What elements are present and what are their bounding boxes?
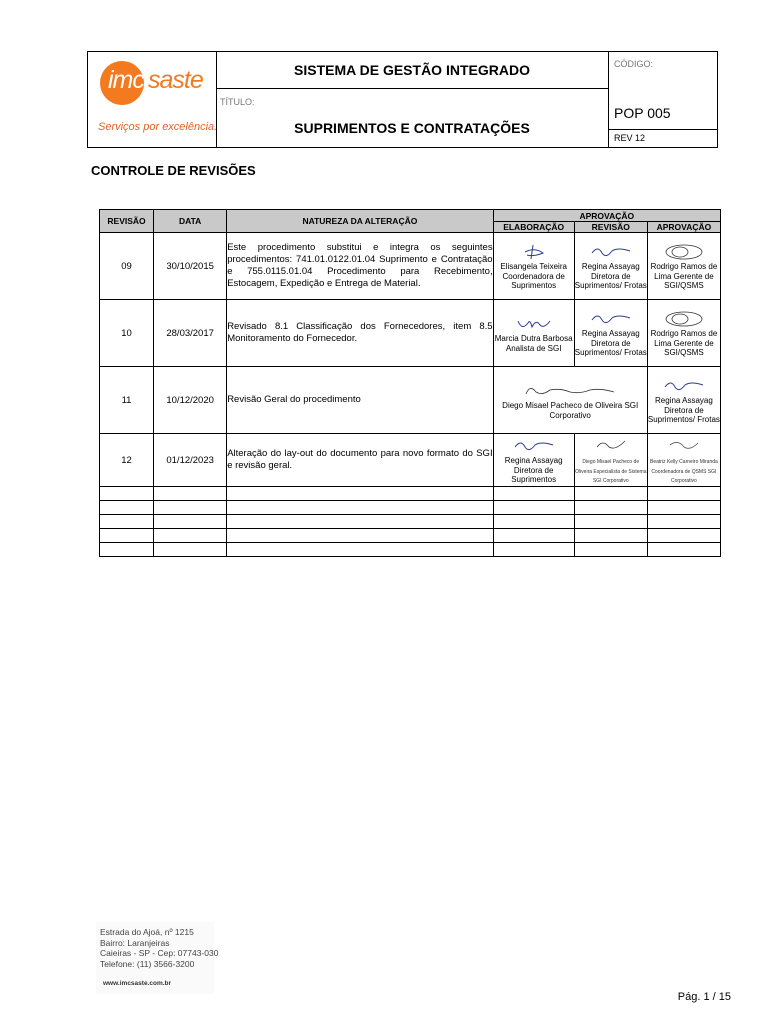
system-title: SISTEMA DE GESTÃO INTEGRADO (294, 62, 530, 78)
signer-text: Regina Assayag Diretora de Suprimentos/ Frotas (647, 396, 720, 425)
cell-elaboracao (493, 300, 574, 367)
cell-nature: Revisão Geral do procedimento (227, 367, 493, 434)
table-row (100, 367, 721, 434)
signature-image (494, 315, 574, 333)
signer-text: Rodrigo Ramos de Lima Gerente de SGI/QSMS (650, 262, 718, 291)
document-header (87, 51, 718, 148)
header-natureza: NATUREZA DA ALTERAÇÃO (227, 210, 493, 233)
signer-text: Regina Assayag Diretora de Suprimentos/ Frotas (574, 329, 647, 358)
revision-table (99, 209, 721, 557)
cell-aprovacao (647, 367, 720, 434)
footer-website: www.imcsaste.com.br (103, 980, 172, 987)
cell-revision: 11 (100, 367, 154, 434)
table-row (100, 300, 721, 367)
header-aprovacao: APROVAÇÃO (647, 222, 720, 233)
signature-image (494, 437, 574, 455)
header-data: DATA (154, 210, 227, 233)
cell-date: 28/03/2017 (154, 300, 227, 367)
table-row-empty (100, 487, 721, 501)
signer-text: Rodrigo Ramos de Lima Gerente de SGI/QSMS (650, 329, 718, 358)
header-revisao: REVISÃO (100, 210, 154, 233)
header-code-area (608, 52, 717, 147)
signer-text: Marcia Dutra Barbosa Analista de SGI (494, 334, 573, 353)
address-line: Estrada do Ajoá, nº 1215 (100, 927, 194, 937)
table-row-empty (100, 543, 721, 557)
cell-revisao (574, 434, 647, 487)
signature-image (575, 437, 647, 455)
cell-revisao (574, 233, 647, 300)
code-value: POP 005 (614, 105, 671, 121)
cell-revision: 09 (100, 233, 154, 300)
signer-text: Diego Misael Pacheco de Oliveira SGI Corporativo (502, 401, 639, 420)
signature-image (648, 377, 720, 395)
cell-nature: Revisado 8.1 Classificação dos Fornecedores, item 8.5 Monitoramento do Fornecedor. (227, 300, 493, 367)
address-line: Telefone: (11) 3566-3200 (100, 958, 195, 969)
cell-date: 10/12/2020 (154, 367, 227, 434)
header-aprovacao-group: APROVAÇÃO (493, 210, 720, 222)
logo-text-imc: imc (108, 66, 144, 94)
logo-cell (88, 52, 217, 147)
document-title: SUPRIMENTOS E CONTRATAÇÕES (294, 120, 530, 136)
cell-date: 01/12/2023 (154, 434, 227, 487)
signer-text: Regina Assayag Diretora de Suprimentos (504, 456, 563, 485)
signer-text: Beatriz Kelly Carneiro Miranda Coordenadora de QSMS SGI Corporativo (650, 459, 718, 485)
logo-text-saste: saste (148, 66, 203, 94)
cell-revisao (574, 300, 647, 367)
cell-aprovacao (647, 434, 720, 487)
system-title-row (216, 52, 608, 89)
cell-aprovacao (647, 233, 720, 300)
table-row-empty (100, 515, 721, 529)
cell-nature: Alteração do lay-out do documento para novo formato do SGI e revisão geral. (227, 434, 493, 487)
logo-tagline: Serviços por excelência. (98, 121, 218, 133)
header-revisao-sub: REVISÃO (574, 222, 647, 233)
signature-image (575, 243, 647, 261)
signature-image (494, 382, 647, 400)
footer-address (100, 927, 218, 969)
cell-date: 30/10/2015 (154, 233, 227, 300)
table-row-empty (100, 529, 721, 543)
address-line: Bairro: Laranjeiras (100, 937, 170, 948)
cell-elaboracao (493, 434, 574, 487)
signature-image (575, 310, 647, 328)
table-row (100, 434, 721, 487)
signer-text: Regina Assayag Diretora de Suprimentos/ Frotas (574, 262, 647, 291)
cell-elaboracao (493, 233, 574, 300)
revision-value: REV 12 (614, 133, 646, 143)
signature-image (648, 437, 720, 455)
page-number: Pág. 1 / 15 (677, 991, 731, 1003)
cell-nature: Este procedimento substitui e integra os seguintes procedimentos: 741.01.0122.01.04 Suprimento e Contratação e 755.0115.01.04 Procedimento para Recebimento, Estocagem, Expedição e Entrega de Material. (227, 233, 493, 300)
table-row-empty (100, 501, 721, 515)
signer-text: Elisangela Teixeira Coordenadora de Suprimentos (500, 262, 567, 291)
title-label: TÍTULO: (220, 97, 255, 107)
cell-revision: 10 (100, 300, 154, 367)
code-label: CÓDIGO: (614, 59, 654, 69)
section-title: CONTROLE DE REVISÕES (91, 163, 256, 178)
signature-image (494, 243, 574, 261)
code-cell (608, 52, 717, 130)
signature-image (648, 310, 720, 328)
cell-aprovacao (647, 300, 720, 367)
header-title-area (216, 52, 609, 147)
table-row (100, 233, 721, 300)
cell-revision: 12 (100, 434, 154, 487)
header-elaboracao: ELABORAÇÃO (493, 222, 574, 233)
cell-elaboracao-revisao (493, 367, 647, 434)
signature-image (648, 243, 720, 261)
signer-text: Diego Misael Pacheco de Oliveira Especialista de Sistema SGI Corporativo (575, 459, 647, 485)
address-line: Caieiras - SP - Cep: 07743-030 (100, 948, 219, 958)
